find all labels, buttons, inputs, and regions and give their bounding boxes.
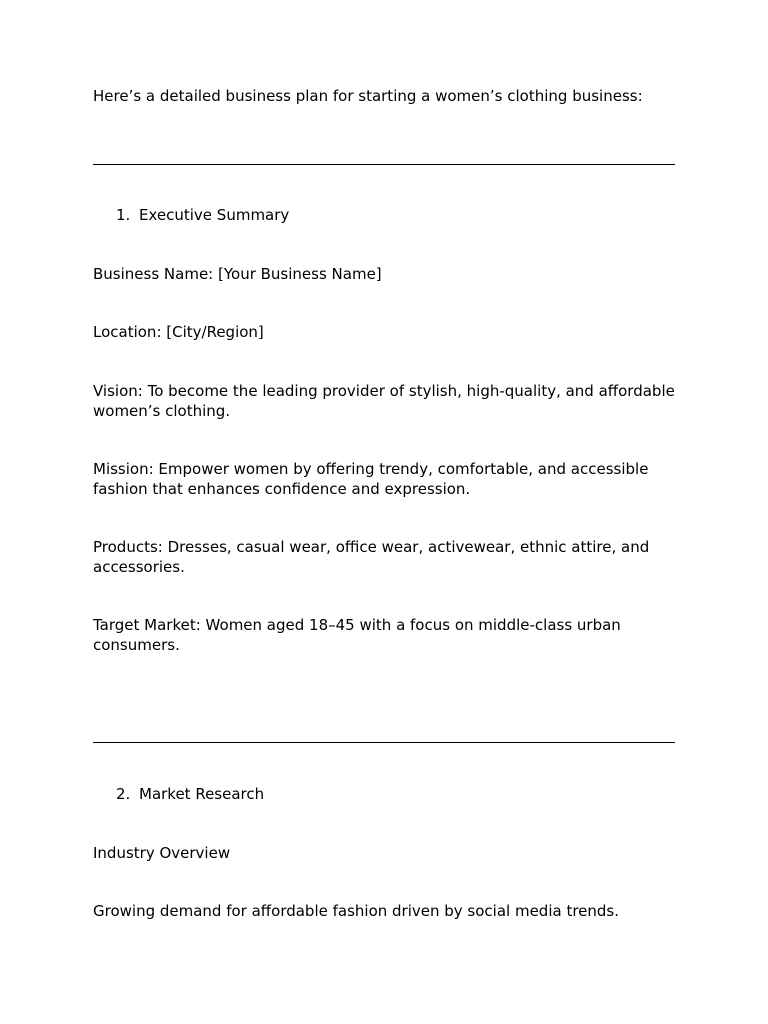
section-heading-market-research (116, 784, 264, 804)
horizontal-divider (93, 164, 675, 165)
section-number: 1. (116, 206, 131, 224)
section-heading-executive-summary (116, 205, 289, 225)
target-market-paragraph: Target Market: Women aged 18–45 with a focus on middle-class urban consumers. (93, 616, 621, 654)
section-number: 2. (116, 785, 131, 803)
location-line: Location: [City/Region] (93, 323, 264, 341)
industry-overview-subheading: Industry Overview (93, 844, 231, 862)
vision-paragraph: Vision: To become the leading provider of stylish, high-quality, and affordable women’s clothing. (93, 382, 675, 420)
section-title: Executive Summary (139, 206, 290, 224)
business-name-line: Business Name: [Your Business Name] (93, 265, 382, 283)
products-paragraph: Products: Dresses, casual wear, office wear, activewear, ethnic attire, and accessories. (93, 538, 650, 576)
section-title: Market Research (139, 785, 265, 803)
horizontal-divider (93, 742, 675, 743)
mission-paragraph: Mission: Empower women by offering trendy, comfortable, and accessible fashion that enhances confidence and expression. (93, 460, 649, 498)
intro-paragraph: Here’s a detailed business plan for starting a women’s clothing business: (93, 87, 643, 105)
industry-overview-paragraph: Growing demand for affordable fashion driven by social media trends. (93, 902, 620, 920)
